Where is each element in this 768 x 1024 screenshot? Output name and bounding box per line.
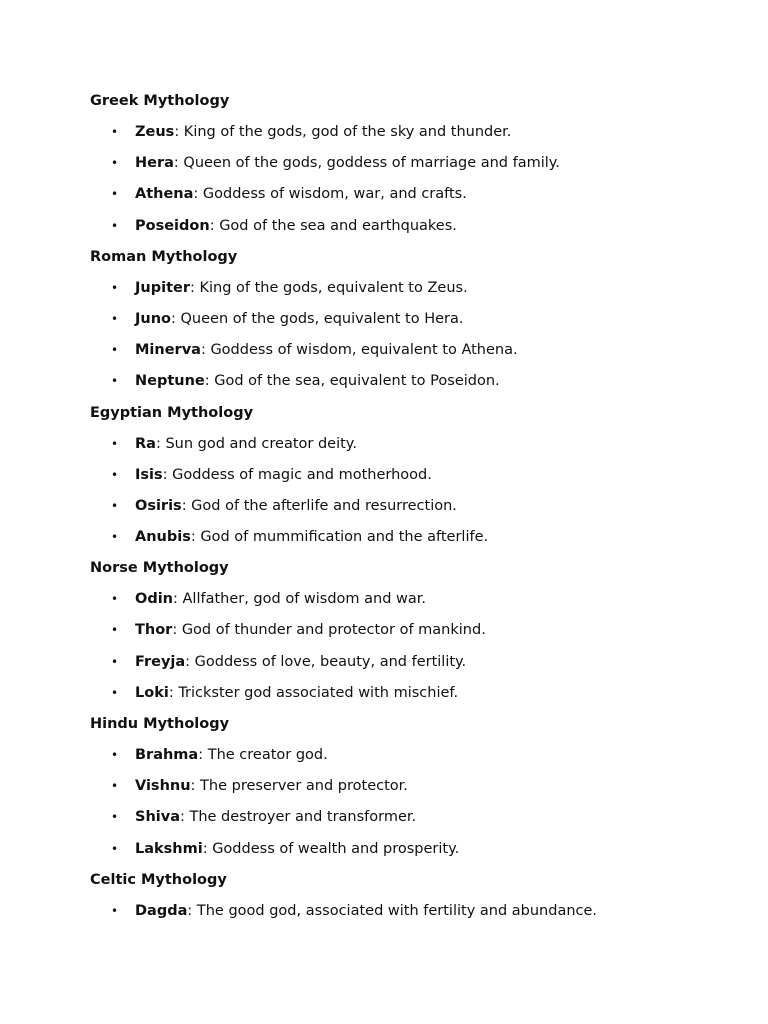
section-hindu — [90, 710, 730, 866]
item-description: : King of the gods, equivalent to Zeus. — [189, 279, 468, 296]
item-name: Lakshmi — [135, 840, 203, 857]
section-celtic — [90, 866, 730, 928]
bullet-icon: • — [111, 436, 119, 451]
item-name: Thor — [135, 622, 173, 639]
item-name: Osiris — [135, 497, 182, 514]
bullet-icon: • — [111, 748, 119, 762]
list-item — [90, 461, 730, 492]
list-item — [90, 492, 730, 523]
section-heading: Greek Mythology — [90, 93, 230, 109]
item-list — [90, 741, 730, 866]
section-egyptian — [90, 399, 730, 555]
bullet-icon: • — [111, 654, 119, 669]
list-item — [90, 336, 730, 367]
item-list — [90, 430, 730, 555]
bullet-icon: • — [111, 187, 119, 202]
item-name: Vishnu — [135, 778, 191, 795]
list-item — [90, 430, 730, 461]
list-item — [90, 118, 730, 149]
list-item — [90, 803, 730, 834]
bullet-icon: • — [111, 903, 119, 918]
item-name: Jupiter — [135, 279, 190, 296]
bullet-icon: • — [111, 311, 119, 326]
item-list — [90, 118, 730, 243]
item-description: : God of mummification and the afterlife. — [190, 529, 489, 546]
list-item — [90, 523, 730, 554]
item-description: : Allfather, god of wisdom and war. — [173, 591, 427, 608]
item-name: Poseidon — [135, 217, 210, 234]
item-description: : God of thunder and protector of mankind. — [172, 622, 486, 639]
item-description: : The preserver and protector. — [190, 778, 408, 795]
bullet-icon: • — [111, 530, 119, 545]
item-name: Hera — [135, 155, 174, 172]
list-item — [90, 679, 730, 710]
section-heading: Hindu Mythology — [90, 716, 230, 732]
list-item — [90, 305, 730, 336]
item-name: Minerva — [135, 342, 201, 359]
section-heading: Celtic Mythology — [90, 871, 227, 888]
list-item — [90, 741, 730, 772]
section-heading: Roman Mythology — [90, 248, 238, 265]
bullet-icon: • — [111, 374, 119, 389]
bullet-icon: • — [111, 685, 119, 700]
bullet-icon: • — [111, 841, 119, 856]
item-description: : Sun god and creator deity. — [155, 435, 357, 452]
item-description: : The creator god. — [198, 747, 328, 763]
section-roman — [90, 243, 730, 399]
bullet-icon: • — [111, 498, 119, 513]
list-item — [90, 212, 730, 243]
item-list — [90, 585, 730, 710]
list-item — [90, 616, 730, 647]
list-item — [90, 367, 730, 398]
item-description: : King of the gods, god of the sky and thunder. — [174, 124, 512, 140]
item-description: : Goddess of magic and motherhood. — [162, 466, 432, 483]
item-name: Anubis — [135, 529, 191, 546]
item-description: : Goddess of love, beauty, and fertility. — [185, 653, 467, 670]
item-name: Juno — [135, 310, 172, 327]
bullet-icon: • — [111, 592, 119, 607]
item-name: Brahma — [135, 747, 199, 763]
item-name: Loki — [135, 684, 169, 701]
list-item — [90, 149, 730, 180]
bullet-icon: • — [111, 779, 119, 794]
bullet-icon: • — [111, 156, 119, 171]
item-description: : The destroyer and transformer. — [179, 809, 417, 826]
document-page — [90, 87, 730, 928]
item-name: Isis — [135, 466, 163, 483]
list-item — [90, 648, 730, 679]
item-description: : Queen of the gods, goddess of marriage and family. — [173, 155, 560, 172]
section-norse — [90, 554, 730, 710]
bullet-icon: • — [111, 280, 119, 295]
item-description: : God of the sea and earthquakes. — [209, 217, 457, 234]
item-name: Freyja — [135, 653, 186, 670]
item-description: : Trickster god associated with mischief. — [168, 684, 459, 701]
item-description: : Goddess of wisdom, equivalent to Athena. — [200, 342, 518, 359]
item-list — [90, 274, 730, 399]
item-description: : Queen of the gods, equivalent to Hera. — [171, 310, 464, 327]
bullet-icon: • — [111, 623, 119, 638]
list-item — [90, 897, 730, 928]
bullet-icon: • — [111, 467, 119, 482]
list-item — [90, 585, 730, 616]
section-heading: Egyptian Mythology — [90, 404, 254, 421]
item-description: : God of the afterlife and resurrection. — [181, 497, 457, 514]
bullet-icon: • — [111, 218, 119, 233]
list-item — [90, 274, 730, 305]
item-name: Neptune — [135, 373, 205, 390]
item-name: Shiva — [135, 809, 180, 826]
item-list — [90, 897, 730, 928]
item-name: Athena — [135, 186, 194, 203]
item-description: : Goddess of wealth and prosperity. — [202, 840, 460, 857]
bullet-icon: • — [111, 343, 119, 358]
section-greek — [90, 87, 730, 243]
item-description: : Goddess of wisdom, war, and crafts. — [193, 186, 467, 203]
list-item — [90, 180, 730, 211]
section-heading: Norse Mythology — [90, 560, 229, 577]
list-item — [90, 772, 730, 803]
bullet-icon: • — [111, 810, 119, 825]
list-item — [90, 835, 730, 866]
item-name: Zeus — [135, 124, 175, 140]
item-name: Odin — [135, 591, 173, 608]
item-name: Dagda — [135, 902, 188, 919]
item-description: : God of the sea, equivalent to Poseidon. — [204, 373, 500, 390]
item-name: Ra — [135, 435, 156, 452]
item-description: : The good god, associated with fertility and abundance. — [187, 902, 598, 919]
bullet-icon: • — [111, 125, 119, 139]
